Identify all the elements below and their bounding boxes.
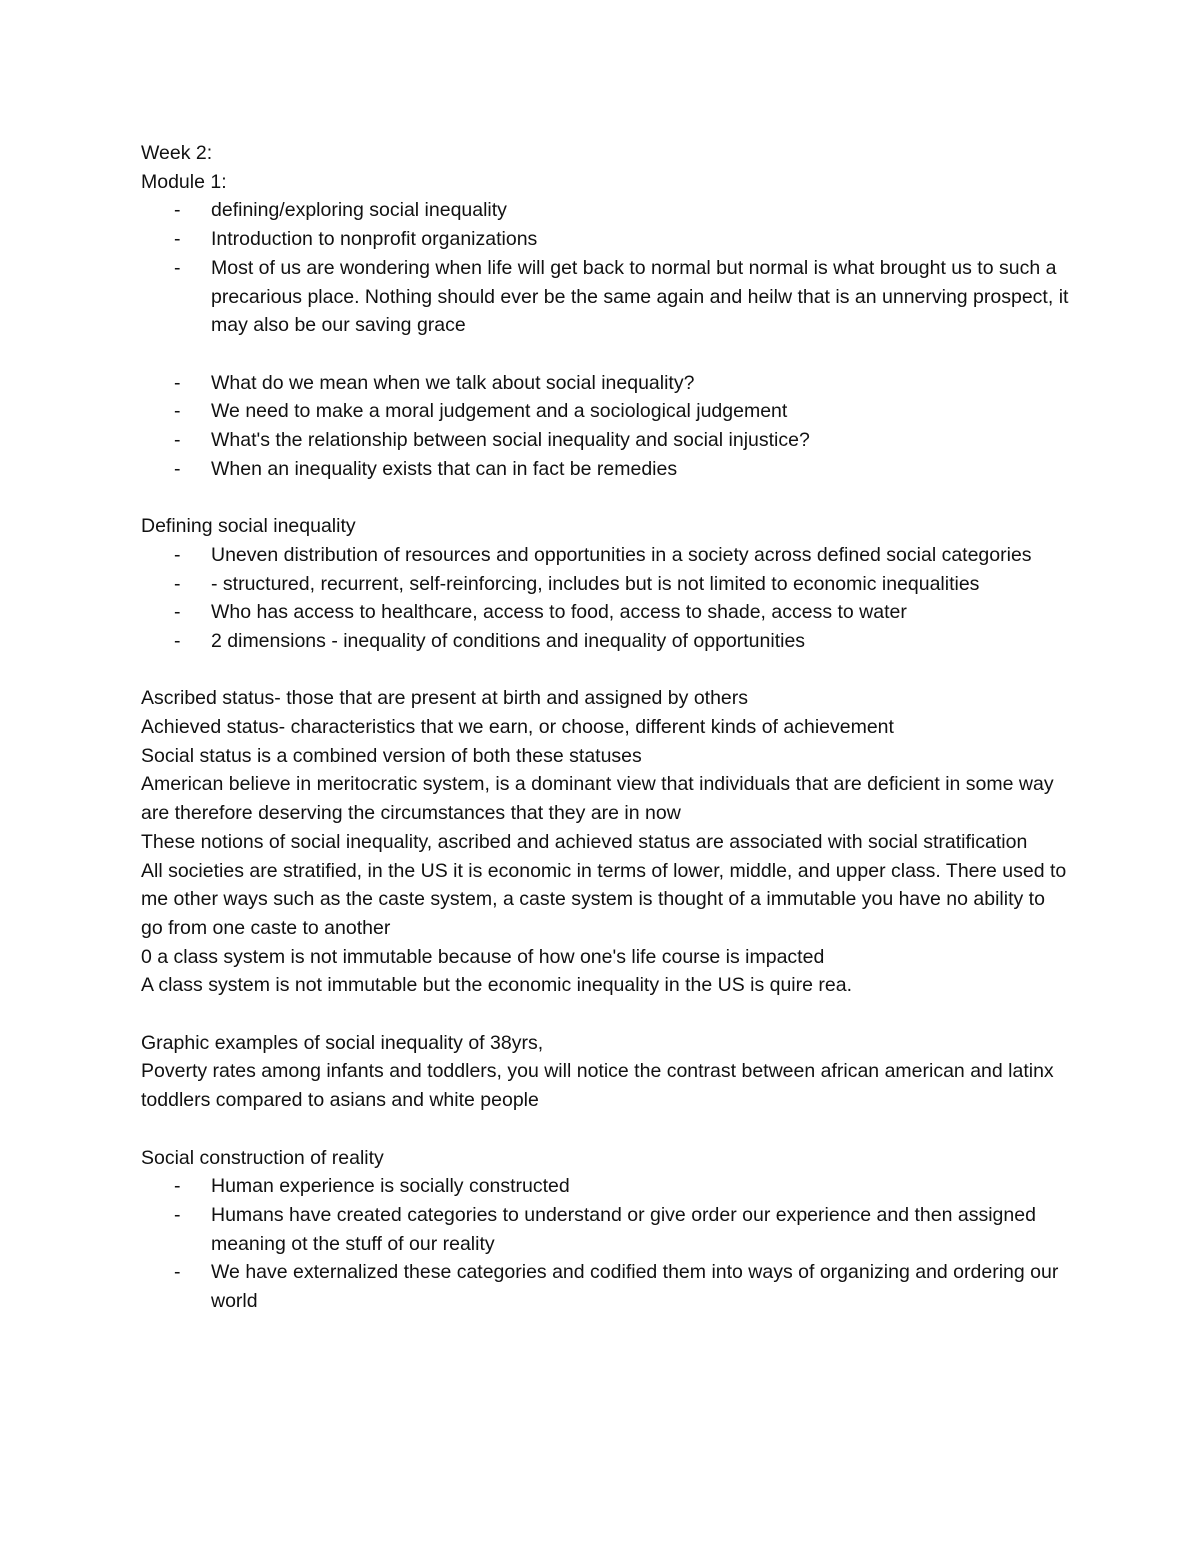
spacer	[141, 1000, 1071, 1029]
paragraph: A class system is not immutable but the economic inequality in the US is quire rea.	[141, 974, 852, 997]
document-page	[141, 139, 1071, 1316]
list-item-text: When an inequality exists that can in fact be remedies	[211, 457, 678, 480]
construction-list	[141, 1172, 1071, 1316]
module-heading: Module 1:	[141, 170, 227, 193]
dash-bullet: -	[174, 629, 181, 652]
list-item-text: Most of us are wondering when life will get back to normal but normal is what brought us to such a precarious place. Nothing should ever be the same again and heilw that is an unnerving prospect, it may also be our saving grace	[211, 256, 1069, 337]
paragraph: 0 a class system is not immutable because of how one's life course is impacted	[141, 945, 825, 968]
list-item-text: Human experience is socially constructed	[211, 1175, 570, 1198]
list-item-text: Uneven distribution of resources and opportunities in a society across defined social categories	[211, 543, 1032, 566]
list-item	[141, 369, 1071, 398]
dash-bullet: -	[174, 572, 181, 595]
list-item	[141, 1258, 1071, 1315]
paragraph: Achieved status- characteristics that we earn, or choose, different kinds of achievement	[141, 716, 894, 739]
week-heading: Week 2:	[141, 142, 213, 164]
list-item-text: What do we mean when we talk about social inequality?	[211, 371, 695, 394]
dash-bullet: -	[174, 601, 181, 624]
dash-bullet: -	[174, 1261, 181, 1284]
list-item	[141, 426, 1071, 455]
paragraph: Poverty rates among infants and toddlers, you will notice the contrast between african american and latinx toddlers compared to asians and white people	[141, 1060, 1054, 1112]
list-item	[141, 455, 1071, 484]
list-item	[141, 627, 1071, 656]
dash-bullet: -	[174, 429, 181, 452]
dash-bullet: -	[174, 400, 181, 423]
list-item-text: Introduction to nonprofit organizations	[211, 228, 538, 251]
paragraph: Social status is a combined version of both these statuses	[141, 744, 642, 767]
list-item	[141, 570, 1071, 599]
list-item-text: We have externalized these categories and codified them into ways of organizing and ordering our world	[211, 1261, 1059, 1313]
dash-bullet: -	[174, 543, 181, 566]
spacer	[141, 340, 1071, 369]
list-item	[141, 196, 1071, 225]
paragraph: These notions of social inequality, ascribed and achieved status are associated with social stratification	[141, 830, 1028, 853]
paragraph: American believe in meritocratic system, is a dominant view that individuals that are deficient in some way are therefore deserving the circumstances that they are in now	[141, 773, 1054, 825]
list-item	[141, 1172, 1071, 1201]
dash-bullet: -	[174, 228, 181, 251]
dash-bullet: -	[174, 457, 181, 480]
paragraph: Ascribed status- those that are present at birth and assigned by others	[141, 687, 749, 710]
list-item	[141, 541, 1071, 570]
list-item-text: 2 dimensions - inequality of conditions and inequality of opportunities	[211, 629, 806, 652]
dash-bullet: -	[174, 256, 181, 279]
spacer	[141, 656, 1071, 685]
list-item	[141, 397, 1071, 426]
dash-bullet: -	[174, 199, 181, 222]
list-item	[141, 254, 1071, 340]
spacer	[141, 483, 1071, 512]
list-item-text: - structured, recurrent, self-reinforcing, includes but is not limited to economic inequalities	[211, 572, 980, 595]
list-item-text: We need to make a moral judgement and a sociological judgement	[211, 400, 788, 423]
section-heading-defining: Defining social inequality	[141, 515, 356, 538]
list-item-text: Humans have created categories to understand or give order our experience and then assigned meaning ot the stuff of our reality	[211, 1203, 1036, 1255]
paragraph: Graphic examples of social inequality of 38yrs,	[141, 1031, 544, 1054]
dash-bullet: -	[174, 371, 181, 394]
spacer	[141, 1115, 1071, 1144]
list-item-text: defining/exploring social inequality	[211, 199, 507, 222]
defining-list	[141, 541, 1071, 656]
paragraph: All societies are stratified, in the US it is economic in terms of lower, middle, and upper class. There used to me other ways such as the caste system, a caste system is thought of a immutable you have no ability to go from one caste to another	[141, 859, 1067, 939]
list-item	[141, 1201, 1071, 1258]
dash-bullet: -	[174, 1175, 181, 1198]
list-item	[141, 598, 1071, 627]
list-item-text: Who has access to healthcare, access to food, access to shade, access to water	[211, 601, 907, 624]
intro-list	[141, 196, 1071, 340]
list-item-text: What's the relationship between social inequality and social injustice?	[211, 429, 810, 452]
section-heading-construction: Social construction of reality	[141, 1146, 384, 1169]
questions-list	[141, 369, 1071, 484]
list-item	[141, 225, 1071, 254]
dash-bullet: -	[174, 1203, 181, 1226]
